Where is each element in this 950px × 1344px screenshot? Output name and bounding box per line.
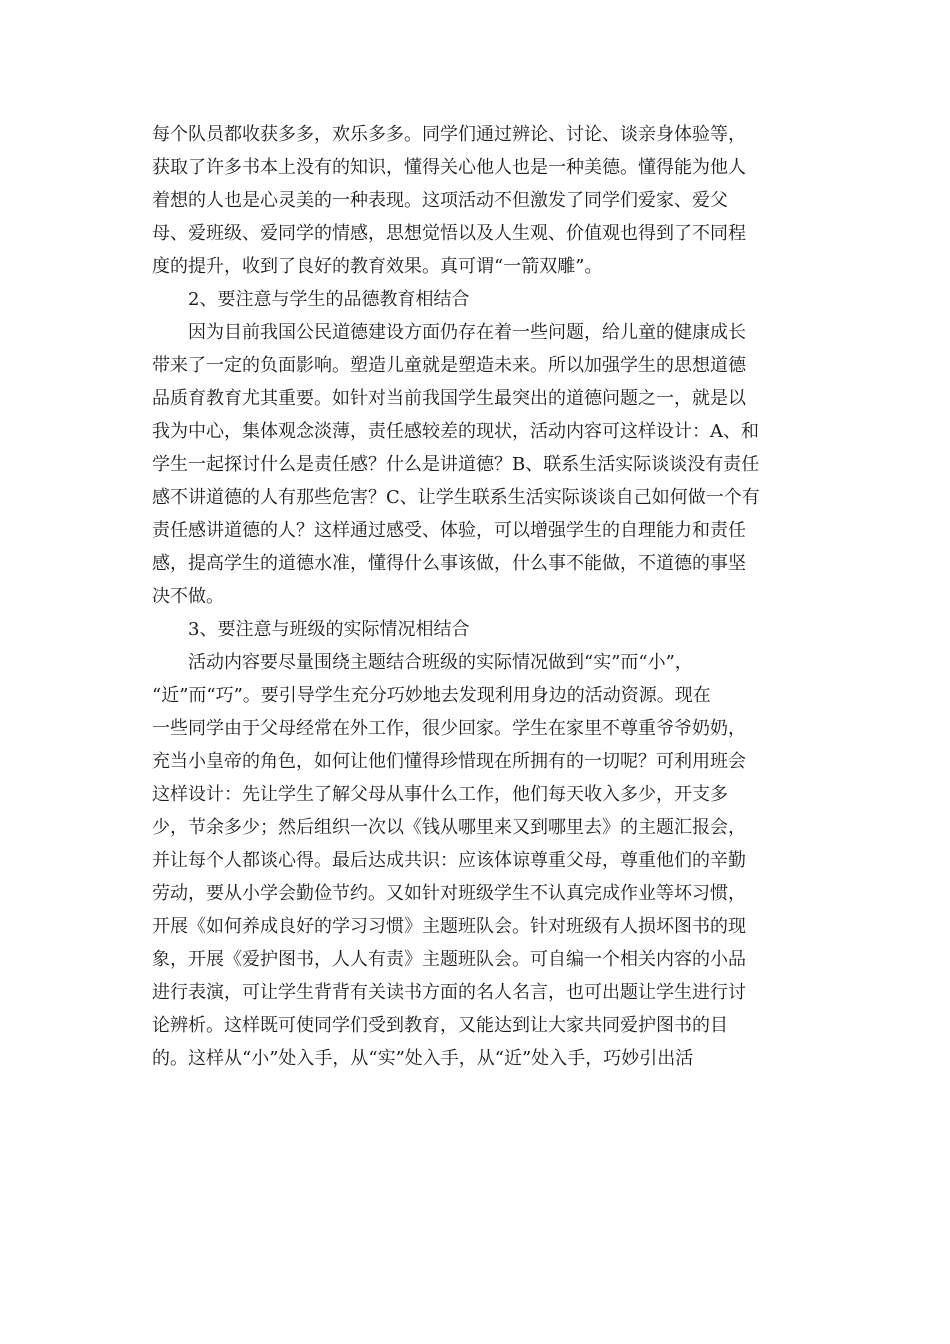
text-line: 这样设计：先让学生了解父母从事什么工作，他们每天收入多少，开支多 — [152, 784, 728, 805]
section-heading: 3、要注意与班级的实际情况相结合 — [188, 619, 470, 640]
text-line: 一些同学由于父母经常在外工作，很少回家。学生在家里不尊重爷爷奶奶， — [152, 718, 746, 739]
text-line: 带来了一定的负面影响。塑造儿童就是塑造未来。所以加强学生的思想道德 — [152, 355, 746, 376]
text-line: 品质育教育尤其重要。如针对当前我国学生最突出的道德问题之一，就是以 — [152, 388, 746, 409]
text-line: 开展《如何养成良好的学习习惯》主题班队会。针对班级有人损坏图书的现 — [152, 916, 746, 937]
text-line: 象，开展《爱护图书，人人有责》主题班队会。可自编一个相关内容的小品 — [152, 949, 746, 970]
text-line: 的。这样从“小”处入手，从“实”处入手，从“近”处入手，巧妙引出活 — [152, 1048, 694, 1069]
section-heading: 2、要注意与学生的品德教育相结合 — [188, 289, 470, 310]
text-line: 感，提高学生的道德水准，懂得什么事该做，什么事不能做，不道德的事坚 — [152, 553, 746, 574]
document-body — [152, 118, 792, 1075]
paragraph-start: 活动内容要尽量围绕主题结合班级的实际情况做到“实”而“小”， — [188, 652, 693, 673]
text-line: 我为中心，集体观念淡薄，责任感较差的现状，活动内容可这样设计：A、和 — [152, 421, 759, 442]
text-line: “近”而“巧”。要引导学生充分巧妙地去发现利用身边的活动资源。现在 — [152, 685, 711, 706]
text-line: 获取了许多书本上没有的知识，懂得关心他人也是一种美德。懂得能为他人 — [152, 157, 746, 178]
text-line: 论辨析。这样既可使同学们受到教育，又能达到让大家共同爱护图书的目 — [152, 1015, 728, 1036]
text-line: 充当小皇帝的角色，如何让他们懂得珍惜现在所拥有的一切呢？可利用班会 — [152, 751, 746, 772]
text-line: 少，节余多少；然后组织一次以《钱从哪里来又到哪里去》的主题汇报会， — [152, 817, 746, 838]
text-line: 进行表演，可让学生背背有关读书方面的名人名言，也可出题让学生进行讨 — [152, 982, 746, 1003]
text-line: 劳动，要从小学会勤俭节约。又如针对班级学生不认真完成作业等坏习惯， — [152, 883, 746, 904]
text-line: 母、爱班级、爱同学的情感，思想觉悟以及人生观、价值观也得到了不同程 — [152, 223, 746, 244]
text-line: 责任感讲道德的人？这样通过感受、体验，可以增强学生的自理能力和责任 — [152, 520, 746, 541]
text-line: 度的提升，收到了良好的教育效果。真可谓“一箭双雕”。 — [152, 256, 603, 277]
paragraph-start: 因为目前我国公民道德建设方面仍存在着一些问题，给儿童的健康成长 — [188, 322, 746, 343]
text-line: 着想的人也是心灵美的一种表现。这项活动不但激发了同学们爱家、爱父 — [152, 190, 728, 211]
text-line: 学生一起探讨什么是责任感？什么是讲道德？B、联系生活实际谈谈没有责任 — [152, 454, 760, 475]
text-line: 感不讲道德的人有那些危害？C、让学生联系生活实际谈谈自己如何做一个有 — [152, 487, 760, 508]
text-line: 每个队员都收获多多，欢乐多多。同学们通过辨论、讨论、谈亲身体验等， — [152, 124, 746, 145]
text-line: 决不做。 — [152, 586, 224, 607]
text-line: 并让每个人都谈心得。最后达成共识：应该体谅尊重父母，尊重他们的辛勤 — [152, 850, 746, 871]
